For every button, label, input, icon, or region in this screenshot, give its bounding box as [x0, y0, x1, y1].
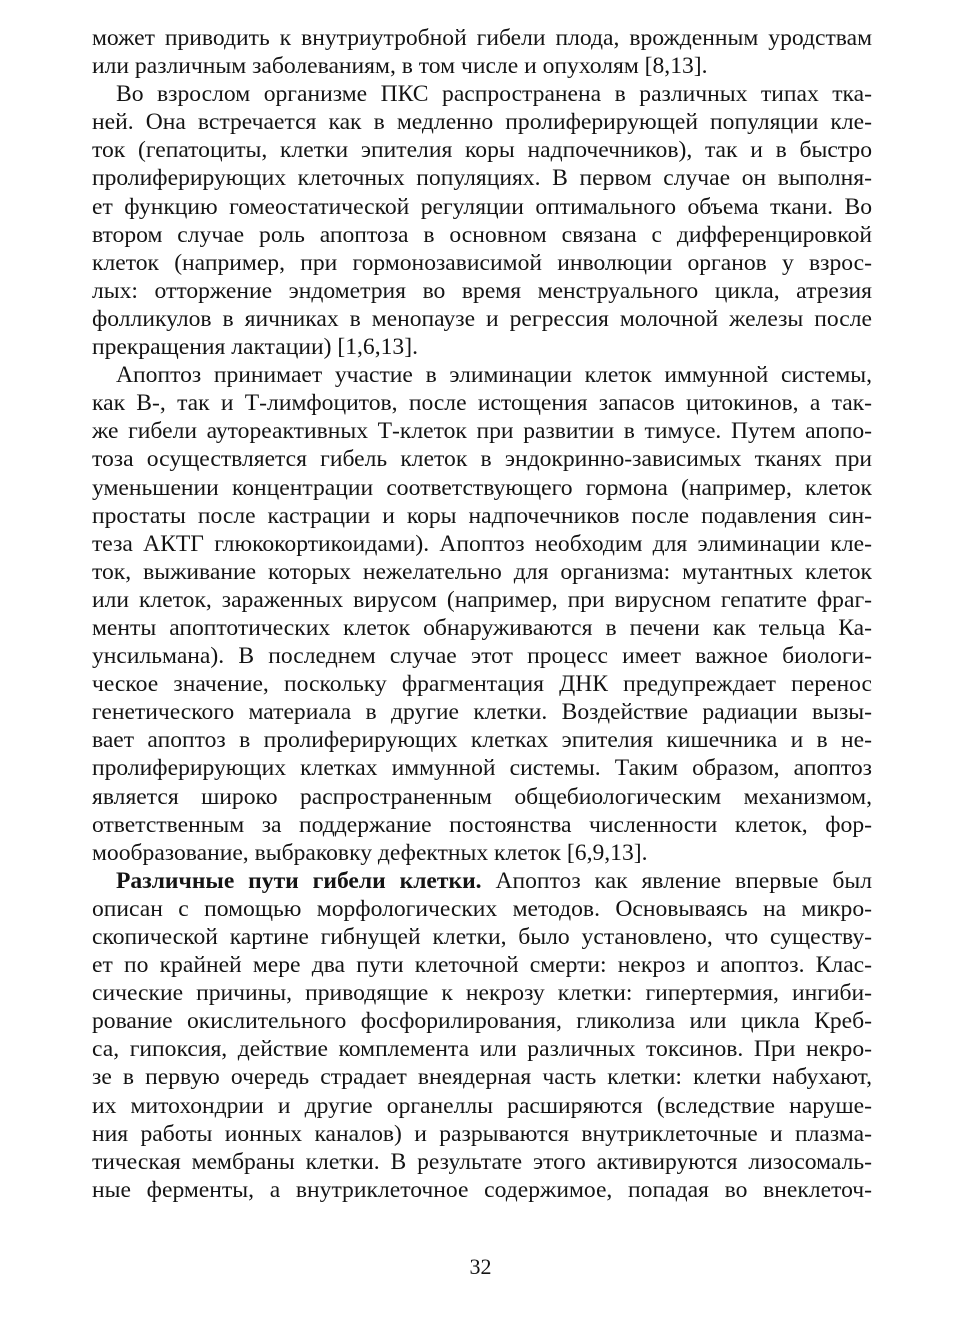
text-line: Апоптоз принимает участие в элиминации клеток иммунной системы, — [116, 362, 872, 389]
text-line: ния работы ионных каналов) и разрываются внутриклеточные и плазма- — [92, 1120, 872, 1147]
text-line: клеток (например, при гормонозависимой инволюции органов у взрос- — [92, 249, 872, 276]
text-line: фолликулов в яичниках в менопаузе и регрессия молочной железы после — [92, 305, 872, 332]
text-line: прекращения лактации) [1,6,13]. — [92, 334, 418, 361]
paragraph-apoptosis-immune — [92, 361, 872, 867]
text-line: менты апоптотических клеток обнаруживаются в печени как тельца Ка- — [92, 614, 872, 641]
text-line: ческое значение, поскольку фрагментация ДНК предупреждает перенос — [92, 671, 872, 698]
text-line: или клеток, зараженных вирусом (например, при вирусном гепатите фраг- — [92, 586, 872, 613]
text-line: пролиферирующих клетках иммунной системы. Таким образом, апоптоз — [92, 755, 872, 782]
text-line: описан с помощью морфологических методов. Основываясь на микро- — [92, 895, 872, 922]
text-line: скопической картине гибнущей клетки, было установлено, что существу- — [92, 924, 872, 950]
page-body — [92, 24, 872, 1204]
text-line: сические причины, приводящие к некрозу клетки: гипертермия, ингиби- — [92, 980, 872, 1007]
text-line: как В-, так и Т-лимфоцитов, после истощения запасов цитокинов, а так- — [92, 390, 872, 417]
text-line: тическая мембраны клетки. В результате этого активируются лизосомаль- — [92, 1148, 872, 1175]
run-in-heading: Различные пути гибели клетки. — [116, 867, 482, 894]
text-line: ответственным за поддержание постоянства численности клеток, фор- — [92, 811, 872, 838]
text-line: же гибели аутореактивных Т-клеток при развитии в тимусе. Путем апопо- — [92, 418, 872, 445]
text-line: лых: отторжение эндометрия во время менструального цикла, атрезия — [92, 277, 872, 304]
text-line — [92, 867, 872, 895]
text-line: их митохондрии и другие органеллы расширяются (вследствие наруше- — [92, 1092, 872, 1119]
page-number: 32 — [469, 1254, 492, 1279]
text-line: является широко распространенным общебиологическим механизмом, — [92, 783, 872, 810]
text-line: мообразование, выбраковку дефектных клеток [6,9,13]. — [92, 839, 648, 866]
text-line: ные ферменты, а внутриклеточное содержимое, попадая во внеклеточ- — [92, 1176, 872, 1203]
text-line: рование окислительного фосфорилирования, гликолиза или цикла Креб- — [92, 1008, 872, 1035]
text-line: пролиферирующих клеточных популяциях. В первом случае он выполня- — [92, 165, 872, 192]
paragraph-pks-in-adult — [92, 80, 872, 361]
text-line: вает апоптоз в пролиферирующих клетках эпителия кишечника и в не- — [92, 727, 872, 754]
text-line: унсильмана). В последнем случае этот процесс имеет важное биологи- — [92, 643, 872, 670]
text-line: зе в первую очередь страдает внеядерная часть клетки: клетки набухают, — [92, 1064, 872, 1091]
text-line: ток, выживание которых нежелательно для организма: мутантных клеток — [92, 558, 872, 585]
paragraph-cell-death-pathways — [92, 867, 872, 1204]
text-line: ток (гепатоциты, клетки эпителия коры надпочечников), так и в быстро — [92, 137, 872, 164]
run-in-continuation: Апоптоз как явление впервые был — [481, 867, 872, 894]
text-line: ней. Она встречается как в медленно пролиферирующей популяции кле- — [92, 109, 872, 136]
text-line: простаты после кастрации и коры надпочечников после подавления син- — [92, 502, 872, 529]
text-line: ет функцию гомеостатической регуляции оптимального объема ткани. Во — [92, 193, 872, 220]
text-line: втором случае роль апоптоза в основном связана с дифференцировкой — [92, 221, 872, 248]
text-line: тоза осуществляется гибель клеток в эндокринно-зависимых тканях при — [92, 446, 872, 473]
text-line: уменьшении концентрации соответствующего гормона (например, клеток — [92, 474, 872, 501]
text-line: ет по крайней мере два пути клеточной смерти: некроз и апоптоз. Клас- — [92, 952, 872, 979]
text-line: может приводить к внутриутробной гибели плода, врожденным уродствам — [92, 25, 872, 51]
text-line: генетического материала в другие клетки. Воздействие радиации вызы- — [92, 699, 872, 726]
paragraph-continuation — [92, 24, 872, 80]
text-line: Во взрослом организме ПКС распространена в различных типах тка- — [116, 81, 872, 108]
text-line: или различным заболеваниям, в том числе и опухолям [8,13]. — [92, 53, 708, 80]
text-line: са, гипоксия, действие комплемента или различных токсинов. При некро- — [92, 1036, 872, 1063]
text-line: теза АКТГ глюкокортикоидами). Апоптоз необходим для элиминации кле- — [92, 530, 872, 557]
